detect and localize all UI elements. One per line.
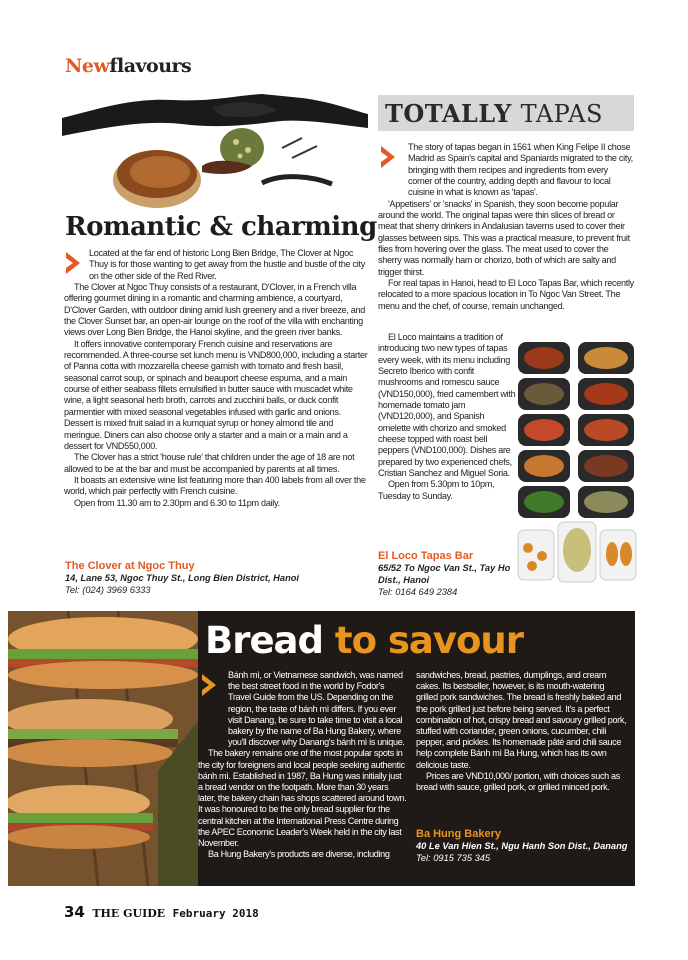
dish-photo (62, 88, 368, 216)
venue-address: 14, Lane 53, Ngoc Thuy St., Long Bien District, Hanoi (65, 573, 300, 583)
bread-info (416, 828, 628, 864)
tapas-title-bold: TOTALLY (385, 99, 512, 128)
tapas-body-narrow (378, 332, 518, 502)
section-header (65, 55, 191, 77)
magazine-name: THE GUIDE (92, 907, 166, 920)
bread-paragraph: sandwiches, bread, pastries, dumplings, and cream cakes. Its bestseller, however, is its mouth-watering grilled pork sandwiches. The bread is freshly baked and the pork grilled just before being served. It's a perfect combination of hot, crispy bread and savoury grilled pork, stuffed with coriander, green onions, cucumber, chili pepper, and pickles. Its homemade pâté and chili sauce help complete Bánh mì Ba Hung, which has its own delicious taste. (416, 670, 627, 770)
bread-paragraph: The bakery remains one of the most popular spots in the city for foreigners and local people seeking authentic bánh mì. Established in 1987, Ba Hung was initially just a bread vendor on the footpath. More than 30 years later, the bakery chain has shops scattered around town. It was honoured to be the only bread supplier for the central kitchen at the International Press Centre during the APEC Economic Leader's Week held in the city last November. (198, 748, 407, 849)
tapas-paragraph: El Loco maintains a tradition of introducing two new types of tapas every week, with its menu including Secreto Iberico with confit mushrooms and romescu sauce (VND150,000), fried camembert with homemade tomato jam (VND120,000), and Spanish omelette with chorizo and smoked cheese topped with roast bell peppers (VND100,000). Dishes are prepared by two experienced chefs, Cristian Sanchez and Miguel Soria. (378, 332, 516, 479)
tapas-title-light: TAPAS (520, 100, 603, 128)
page-footer (64, 903, 259, 922)
romantic-body (64, 248, 369, 509)
tapas-photo (516, 340, 638, 600)
venue-name: Ba Hung Bakery (416, 828, 501, 840)
romantic-paragraph: The Clover at Ngoc Thuy consists of a restaurant, D'Clover, in a French villa offering gourmet dining in a romantic and charming ambience, a courtyard, D'Clover Garden, with outdoor dining amid lush greenery and a river breeze, and the Clover Sunset bar, an open-air lounge on the roof of the villa with enchanting views over Long Bien Bridge, the Hanoi skyline, and the green river banks. (64, 282, 366, 338)
tapas-body (378, 142, 634, 312)
issue-date: February 2018 (172, 907, 259, 920)
tapas-paragraph: For real tapas in Hanoi, head to El Loco Tapas Bar, which recently relocated to a more spacious location in To Ngoc Van Street. The menu and the chef, of course, remain unchanged. (378, 278, 634, 311)
section-header-new: New (65, 55, 110, 77)
section-header-flavours: flavours (109, 55, 192, 77)
bread-title-white: Bread (205, 619, 323, 662)
romantic-paragraph: Located at the far end of historic Long Bien Bridge, The Clover at Ngoc Thuy is for those wanting to get away from the hustle and bustle of the city on the other side of the Red River. (89, 248, 365, 281)
bread-paragraph: Bánh mì, or Vietnamese sandwich, was named the best street food in the world by Fodor's Travel Guide from the US. Depending on the region, the taste of bánh mì differs. If you ever visit Danang, be sure to take time to visit a local bakery by the name of Ba Hung Bakery, where you'll discover why Danang's bánh mì is unique. (228, 670, 405, 748)
bread-body-col1 (198, 670, 408, 860)
venue-tel: Tel: (024) 3969 6333 (65, 585, 151, 595)
tapas-paragraph: 'Appetisers' or 'snacks' in Spanish, they soon become popular around the world. The original tapas were thin slices of bread or meat that sherry drinkers in Andalusian taverns used to cover their glasses between sips. This was a practical measure, to prevent fruit flies from hovering over the glass. The meat used to cover the sherry was normally ham or chorizo, both of which are salty and trigger thirst. (378, 198, 630, 277)
romantic-paragraph: The Clover has a strict 'house rule' that children under the age of 18 are not allowed to be at the bar and must be accompanied by parents at all times. (64, 452, 355, 474)
bread-title-orange: to savour (334, 619, 523, 662)
venue-address: 65/52 To Ngoc Van St., Tay Ho Dist., Hanoi (378, 563, 511, 585)
romantic-paragraph: It boasts an extensive wine list featuring more than 400 labels from all over the world, which pair perfectly with French cuisine. (64, 474, 366, 497)
venue-name: El Loco Tapas Bar (378, 550, 474, 562)
bread-title (205, 619, 523, 662)
venue-address: 40 Le Van Hien St., Ngu Hanh Son Dist., Danang (416, 841, 628, 851)
tapas-title (385, 99, 603, 128)
romantic-info (65, 560, 370, 596)
romantic-title: Romantic & charming (65, 212, 377, 242)
bread-paragraph: Prices are VND10,000/ portion, with choices such as bread with sauce, grilled pork, or grilled minced pork. (416, 770, 620, 793)
venue-tel: Tel: 0915 735 345 (416, 853, 491, 863)
tapas-paragraph: Open from 5.30pm to 10pm, Tuesday to Sunday. (378, 479, 495, 501)
bread-body-col2 (416, 670, 628, 793)
tapas-paragraph: The story of tapas began in 1561 when King Felipe II chose Madrid as Spain's capital and Spaniards migrated to the city, bringing with them recipes and ingredients from every corner of the country, adding depth and flavour to local cuisine in what is known as 'tapas'. (408, 142, 633, 198)
page-number: 34 (64, 903, 85, 921)
romantic-paragraph: It offers innovative contemporary French cuisine and reservations are recommended. A three-course set lunch menu is VND800,000, including a starter of Panna cotta with mozzarella cheese garnish with tomato and fresh basil, seasonal carrot soup, or spinach and beauport cheese espuma, and a main course of either seabass fillets emulsified in butter sauce with muscadet white wine, a light seasonal herb broth, carrots and zucchini balls, or duck confit parmentier with mixed seasonal vegetables infused with garlic and onions. Dessert is mixed fruit salad in a kumquat syrup or honey almond tile and meringue. Diners can also choose only a starter and a main or a main and a dessert for VND550,000. (64, 338, 368, 451)
tapas-info (378, 550, 518, 598)
banh-mi-photo (8, 611, 198, 886)
venue-tel: Tel: 0164 649 2384 (378, 587, 458, 597)
bread-paragraph: Ba Hung Bakery's products are diverse, including (208, 849, 390, 860)
venue-name: The Clover at Ngoc Thuy (65, 560, 195, 572)
romantic-paragraph: Open from 11.30 am to 2.30pm and 6.30 to 11pm daily. (74, 497, 280, 508)
